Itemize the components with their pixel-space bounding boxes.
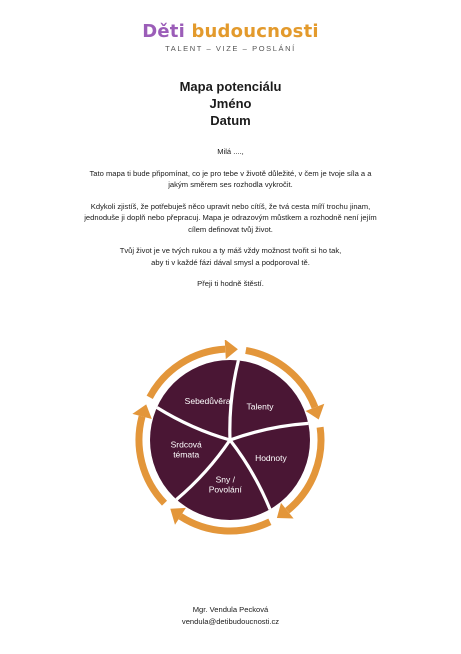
document-heading — [0, 78, 461, 129]
heading-title: Mapa potenciálu — [179, 79, 282, 94]
wheel-segment-label: Sebedůvěra — [184, 396, 231, 407]
wheel-segment-label: Srdcová — [170, 439, 202, 450]
wheel-arrow-head — [225, 340, 238, 359]
brand-tagline: TALENT – VIZE – POSLÁNÍ — [165, 44, 296, 53]
paragraph-2-line: Kdykoli zjistíš, že potřebuješ něco upravit nebo cítíš, že tvá cesta míří trochu jinam, — [90, 201, 371, 211]
wheel-segment-label: Povolání — [208, 484, 242, 495]
paragraph-3 — [50, 245, 411, 268]
brand-name-part1: Děti — [142, 21, 185, 42]
author-email: vendula@detibudoucnosti.cz — [181, 617, 280, 626]
wheel-segment-label: Hodnoty — [255, 453, 287, 464]
wheel-segment-label: Sny / — [215, 474, 235, 485]
potential-wheel-diagram — [130, 340, 330, 540]
brand-name — [0, 22, 461, 42]
heading-name: Jméno — [209, 96, 252, 111]
paragraph-2-line: cílem definovat tvůj život. — [188, 224, 273, 234]
heading-date: Datum — [210, 113, 251, 128]
greeting: Milá ...., — [217, 147, 244, 156]
closing: Přeji ti hodně štěstí. — [197, 279, 264, 288]
brand-name-part2: budoucnosti — [191, 21, 319, 42]
wheel-segment-label: Talenty — [246, 401, 274, 412]
paragraph-3-line: Tvůj život je ve tvých rukou a ty máš vždy možnost tvořit si ho tak, — [119, 246, 342, 255]
wheel-segment-label: témata — [173, 449, 200, 460]
letter-body — [50, 146, 411, 300]
paragraph-3-line: aby ti v každé fázi dával smysl a podporoval tě. — [151, 257, 310, 267]
paragraph-2-line: jednoduše ji doplň nebo přepracuj. Mapa je odrazovým můstkem a rozhodně není jejím — [84, 213, 377, 222]
paragraph-2 — [50, 201, 411, 236]
brand-logo — [0, 22, 461, 53]
paragraph-1-line: Tato mapa ti bude připomínat, co je pro tebe v životě důležité, v čem je tvoje síla a a — [89, 168, 372, 178]
footer-signature — [0, 604, 461, 628]
paragraph-1-line: jakým směrem ses rozhodla vykročit. — [168, 180, 293, 189]
paragraph-1 — [50, 168, 411, 191]
author-name: Mgr. Vendula Pecková — [192, 605, 269, 614]
